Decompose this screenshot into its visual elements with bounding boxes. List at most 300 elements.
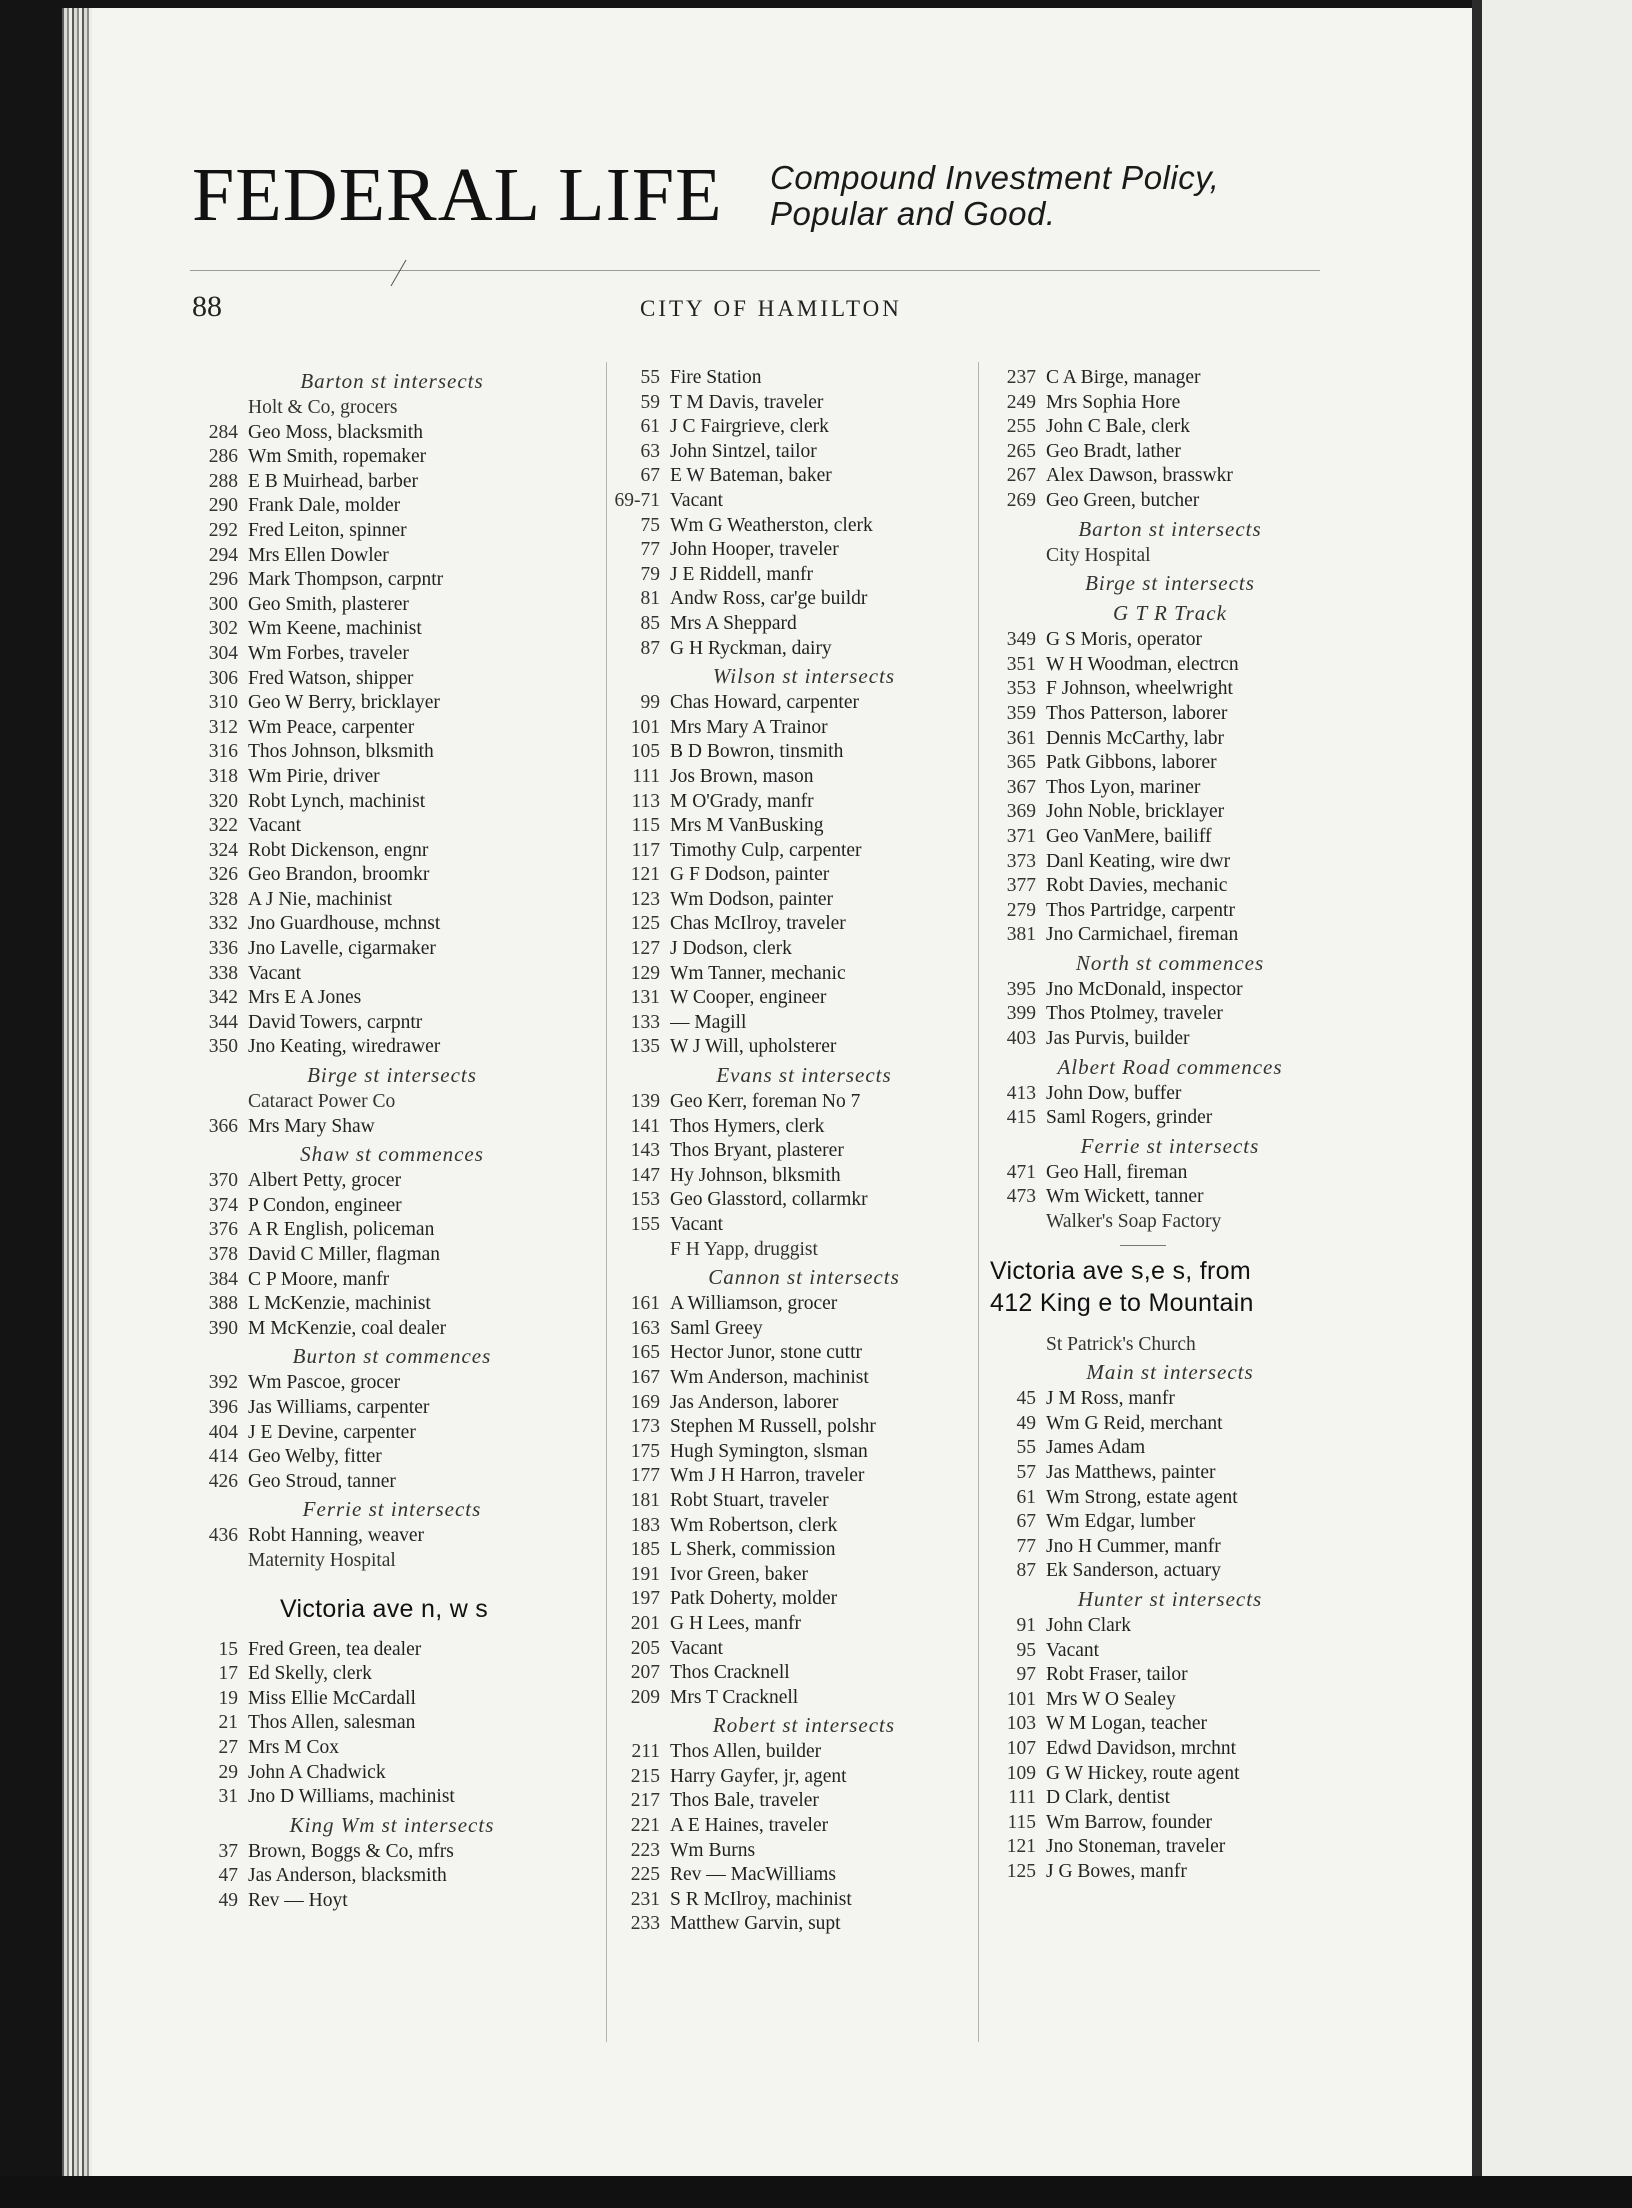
- resident-name: F Johnson, wheelwright: [1046, 678, 1233, 700]
- house-number: 403: [1006, 1028, 1036, 1050]
- directory-entry: [990, 1737, 1350, 1762]
- resident-name: A Williamson, grocer: [670, 1293, 838, 1315]
- listing-block: [192, 366, 592, 1574]
- resident-name: Albert Petty, grocer: [248, 1170, 402, 1192]
- resident-name: Thos Cracknell: [670, 1662, 790, 1684]
- house-number: 223: [630, 1839, 660, 1861]
- listing-block: [192, 1638, 592, 1914]
- resident-name: T M Davis, traveler: [670, 391, 824, 413]
- resident-name: Vacant: [670, 489, 724, 511]
- directory-entry: [614, 612, 994, 637]
- directory-entry: [614, 1489, 994, 1514]
- house-number: 286: [208, 446, 238, 468]
- directory-entry: [614, 1139, 994, 1164]
- directory-entry: [192, 1421, 592, 1446]
- resident-name: Vacant: [248, 962, 302, 984]
- directory-entry: [614, 563, 994, 588]
- resident-name: Jos Brown, mason: [670, 765, 814, 787]
- directory-entry: [192, 1396, 592, 1421]
- resident-name: Jno Carmichael, fireman: [1046, 924, 1239, 946]
- house-number: 221: [630, 1815, 660, 1837]
- house-number: 370: [208, 1170, 238, 1192]
- resident-name: Ek Sanderson, actuary: [1046, 1560, 1221, 1582]
- resident-name: Matthew Garvin, supt: [670, 1913, 841, 1935]
- directory-entry: [614, 1765, 994, 1790]
- resident-name: Jno McDonald, inspector: [1046, 978, 1243, 1000]
- directory-entry: [614, 765, 994, 790]
- resident-name: Rev — Hoyt: [248, 1889, 348, 1911]
- house-number: 177: [630, 1465, 660, 1487]
- house-number: 361: [1006, 727, 1036, 749]
- directory-entry: [614, 1440, 994, 1465]
- cross-street-label: Main st intersects: [1086, 1360, 1254, 1385]
- house-number: 131: [630, 987, 660, 1009]
- resident-name: W J Will, upholsterer: [670, 1036, 837, 1058]
- resident-name: Wm Dodson, painter: [670, 888, 834, 910]
- resident-name: Fred Green, tea dealer: [248, 1638, 422, 1660]
- directory-entry: [614, 962, 994, 987]
- directory-entry: [192, 1638, 592, 1663]
- directory-entry: [614, 1789, 994, 1814]
- directory-entry: [192, 1035, 592, 1060]
- directory-entry: [614, 1011, 994, 1036]
- resident-name: John Hooper, traveler: [670, 539, 839, 561]
- resident-name: Wm Strong, estate agent: [1046, 1486, 1238, 1508]
- house-number: 374: [208, 1194, 238, 1216]
- page-number: 88: [192, 290, 222, 323]
- house-number: 359: [1006, 702, 1036, 724]
- resident-name: Mrs M Cox: [248, 1736, 340, 1758]
- cross-street-label: G T R Track: [1113, 601, 1227, 626]
- directory-entry: [614, 1839, 994, 1864]
- directory-entry: [990, 1161, 1350, 1186]
- house-number: 292: [208, 519, 238, 541]
- resident-name: Wm Smith, ropemaker: [248, 446, 427, 468]
- house-number: 57: [1016, 1462, 1036, 1483]
- directory-entry: [614, 716, 994, 741]
- directory-entry: [614, 1391, 994, 1416]
- resident-name: John Noble, bricklayer: [1046, 801, 1225, 823]
- resident-name: Fire Station: [670, 367, 762, 388]
- directory-entry: [192, 1736, 592, 1761]
- directory-entry: [614, 1115, 994, 1140]
- directory-entry: [614, 391, 994, 416]
- directory-entry: [614, 1912, 994, 1937]
- resident-name: Jno Lavelle, cigarmaker: [248, 938, 436, 960]
- resident-name: Thos Johnson, blksmith: [248, 741, 434, 763]
- house-number: 294: [208, 544, 238, 566]
- directory-entry: [614, 691, 994, 716]
- house-number: 15: [218, 1638, 238, 1660]
- directory-entry: [990, 1185, 1350, 1210]
- house-number: 79: [640, 563, 660, 585]
- house-number: 55: [640, 367, 660, 388]
- house-number: 95: [1016, 1639, 1036, 1661]
- slogan-line-1: Compound Investment Policy,: [770, 159, 1220, 196]
- resident-name: Saml Greey: [670, 1317, 763, 1339]
- house-number: 302: [208, 618, 238, 640]
- column-1: [192, 366, 592, 1913]
- directory-entry: [614, 912, 994, 937]
- house-number: 209: [630, 1686, 660, 1708]
- directory-entry: [614, 1415, 994, 1440]
- house-number: 312: [208, 716, 238, 738]
- resident-name: — Magill: [670, 1011, 747, 1033]
- resident-name: Chas Howard, carpenter: [670, 692, 859, 714]
- directory-entry: [614, 888, 994, 913]
- resident-name: Thos Patterson, laborer: [1046, 702, 1228, 724]
- directory-entry: [990, 1412, 1350, 1437]
- resident-name: Wm Pirie, driver: [248, 765, 380, 787]
- house-number: 49: [218, 1889, 238, 1911]
- house-number: 183: [630, 1514, 660, 1536]
- house-number: 47: [218, 1865, 238, 1887]
- resident-name: John A Chadwick: [248, 1761, 386, 1783]
- house-number: 19: [218, 1687, 238, 1709]
- cross-street-label: Shaw st commences: [300, 1142, 484, 1167]
- resident-name: Wm J H Harron, traveler: [670, 1465, 865, 1487]
- resident-name: Hector Junor, stone cuttr: [670, 1342, 863, 1364]
- directory-entry: [990, 1786, 1350, 1811]
- resident-name: James Adam: [1046, 1437, 1146, 1459]
- directory-entry: [990, 489, 1350, 514]
- cross-street-label: Wilson st intersects: [712, 664, 896, 689]
- directory-entry: [990, 1082, 1350, 1107]
- directory-entry: [614, 514, 994, 539]
- house-number: 125: [630, 913, 660, 935]
- resident-name: Fred Watson, shipper: [248, 667, 414, 689]
- house-number: 63: [640, 440, 660, 462]
- book-spine: [62, 8, 92, 2176]
- slogan: [770, 160, 1219, 232]
- resident-name: W H Woodman, electrcn: [1046, 653, 1239, 675]
- house-number: 365: [1006, 752, 1036, 774]
- house-number: 117: [631, 839, 660, 861]
- house-number: 67: [1016, 1511, 1036, 1533]
- resident-name: A J Nie, machinist: [248, 888, 393, 910]
- house-number: 103: [1006, 1713, 1036, 1735]
- house-number: 269: [1006, 489, 1036, 511]
- resident-name: G S Moris, operator: [1046, 629, 1202, 651]
- house-number: 197: [630, 1588, 660, 1610]
- house-number: 147: [630, 1164, 660, 1186]
- resident-name: Rev — MacWilliams: [670, 1864, 837, 1886]
- slogan-line-2: Popular and Good.: [770, 195, 1056, 232]
- resident-name: D Clark, dentist: [1046, 1787, 1171, 1809]
- directory-entry: [614, 814, 994, 839]
- directory-entry: [192, 1115, 592, 1140]
- house-number: 353: [1006, 678, 1036, 700]
- house-number: 97: [1016, 1664, 1036, 1686]
- resident-name: C P Moore, manfr: [248, 1268, 390, 1290]
- house-number: 175: [630, 1440, 660, 1462]
- cross-street-label: Ferrie st intersects: [1080, 1133, 1260, 1158]
- directory-entry: [192, 962, 592, 987]
- resident-name: Vacant: [670, 1637, 724, 1659]
- resident-name: Robt Hanning, weaver: [248, 1525, 424, 1547]
- resident-name: Hugh Symington, slsman: [670, 1440, 868, 1462]
- directory-entry: [990, 1002, 1350, 1027]
- directory-entry: [614, 1661, 994, 1686]
- directory-entry: [990, 923, 1350, 948]
- directory-entry: [614, 863, 994, 888]
- resident-name: Mrs W O Sealey: [1046, 1688, 1176, 1710]
- directory-entry: [614, 415, 994, 440]
- directory-entry: [990, 1486, 1350, 1511]
- directory-entry: [614, 1563, 994, 1588]
- house-number: 231: [630, 1888, 660, 1910]
- resident-name: Jas Anderson, blacksmith: [248, 1865, 447, 1887]
- house-number: 414: [208, 1446, 238, 1468]
- house-number: 135: [630, 1036, 660, 1058]
- directory-entry: [192, 593, 592, 618]
- directory-entry: [990, 825, 1350, 850]
- house-number: 367: [1006, 776, 1036, 798]
- directory-entry: [990, 1762, 1350, 1787]
- house-number: 267: [1006, 465, 1036, 487]
- house-number: 279: [1006, 899, 1036, 921]
- house-number: 388: [208, 1293, 238, 1315]
- resident-name: B D Bowron, tinsmith: [670, 741, 844, 763]
- directory-entry: [614, 986, 994, 1011]
- resident-name: John Clark: [1046, 1614, 1132, 1636]
- house-number: 169: [630, 1391, 660, 1413]
- directory-entry: [614, 587, 994, 612]
- house-number: 163: [630, 1317, 660, 1339]
- directory-entry: [192, 544, 592, 569]
- directory-entry: [614, 1612, 994, 1637]
- directory-entry: [192, 1889, 592, 1914]
- house-number: 332: [208, 913, 238, 935]
- directory-entry: [192, 1864, 592, 1889]
- house-number: 304: [208, 642, 238, 664]
- cross-street-label: Ferrie st intersects: [302, 1497, 482, 1522]
- house-number: 473: [1006, 1186, 1036, 1208]
- house-number: 404: [208, 1421, 238, 1443]
- street-heading-line-2: 412 King e to Mountain: [990, 1288, 1254, 1317]
- house-number: 381: [1006, 924, 1036, 946]
- house-number: 113: [631, 790, 660, 812]
- resident-name: Thos Ptolmey, traveler: [1046, 1003, 1223, 1025]
- listing-block: [614, 366, 994, 1937]
- house-number: 115: [631, 815, 660, 837]
- resident-name: W Cooper, engineer: [670, 987, 827, 1009]
- resident-name: Jas Purvis, builder: [1046, 1028, 1190, 1050]
- house-number: 207: [630, 1662, 660, 1684]
- cross-street-label: Hunter st intersects: [1077, 1586, 1263, 1611]
- resident-name: A R English, policeman: [248, 1219, 435, 1241]
- resident-name: Frank Dale, molder: [248, 495, 401, 517]
- resident-name: Jno Stoneman, traveler: [1046, 1836, 1226, 1858]
- directory-entry: [614, 937, 994, 962]
- house-number: 399: [1006, 1003, 1036, 1025]
- house-number: 61: [1016, 1486, 1036, 1508]
- directory-entry: [614, 1587, 994, 1612]
- directory-entry: [192, 1785, 592, 1810]
- directory-entry: [614, 1814, 994, 1839]
- directory-entry: [990, 800, 1350, 825]
- directory-entry: [990, 1663, 1350, 1688]
- directory-entry: [990, 1835, 1350, 1860]
- resident-name: Saml Rogers, grinder: [1046, 1107, 1213, 1129]
- directory-entry: [192, 691, 592, 716]
- resident-name: Chas McIlroy, traveler: [670, 913, 846, 935]
- house-number: 288: [208, 470, 238, 492]
- house-number: 61: [640, 416, 660, 438]
- street-heading: [990, 1255, 1350, 1319]
- house-number: 121: [1006, 1836, 1036, 1858]
- house-number: 336: [208, 938, 238, 960]
- house-number: 87: [1016, 1560, 1036, 1582]
- resident-name: L Sherk, commission: [670, 1539, 836, 1561]
- cross-street-label: Birge st intersects: [1085, 571, 1255, 596]
- directory-entry: [614, 839, 994, 864]
- directory-entry: [192, 716, 592, 741]
- house-number: 31: [218, 1786, 238, 1808]
- house-number: 181: [630, 1489, 660, 1511]
- resident-name: G H Lees, manfr: [670, 1612, 802, 1634]
- house-number: 324: [208, 839, 238, 861]
- directory-entry: [614, 1863, 994, 1888]
- directory-entry: [192, 1194, 592, 1219]
- resident-name: John Sintzel, tailor: [670, 440, 817, 462]
- cross-street-label: Robert st intersects: [712, 1713, 896, 1738]
- resident-name: Brown, Boggs & Co, mfrs: [248, 1840, 454, 1862]
- house-number: 316: [208, 741, 238, 763]
- directory-entry: [192, 1711, 592, 1736]
- directory-entry: [192, 568, 592, 593]
- house-number: 55: [1016, 1437, 1036, 1459]
- house-number: 296: [208, 569, 238, 591]
- house-number: 320: [208, 790, 238, 812]
- directory-entry: [614, 464, 994, 489]
- directory-entry: [990, 1639, 1350, 1664]
- cross-street-label: Cannon st intersects: [708, 1265, 900, 1290]
- house-number: 167: [630, 1366, 660, 1388]
- directory-entry: [192, 1445, 592, 1470]
- resident-name: Wm Tanner, mechanic: [670, 962, 846, 984]
- house-number: 215: [630, 1765, 660, 1787]
- house-number: 29: [218, 1761, 238, 1783]
- directory-entry: [990, 850, 1350, 875]
- resident-name: A E Haines, traveler: [670, 1815, 829, 1837]
- directory-entry: [614, 538, 994, 563]
- house-number: 396: [208, 1396, 238, 1418]
- directory-entry: [990, 1614, 1350, 1639]
- resident-name: J E Devine, carpenter: [248, 1421, 416, 1443]
- resident-name: Thos Bryant, plasterer: [670, 1140, 844, 1162]
- resident-name: Vacant: [1046, 1639, 1100, 1661]
- directory-entry: [192, 421, 592, 446]
- resident-name: J C Fairgrieve, clerk: [670, 416, 829, 438]
- landmark-entry: Holt & Co, grocers: [248, 397, 398, 418]
- house-number: 225: [630, 1864, 660, 1886]
- resident-name: Mrs A Sheppard: [670, 612, 797, 634]
- house-number: 17: [218, 1663, 238, 1685]
- cross-street-label: Burton st commences: [292, 1344, 492, 1369]
- directory-entry: [192, 912, 592, 937]
- house-number: 265: [1006, 440, 1036, 462]
- directory-entry: [990, 1461, 1350, 1486]
- directory-entry: [192, 642, 592, 667]
- directory-entry: [192, 839, 592, 864]
- resident-name: Thos Partridge, carpentr: [1046, 899, 1235, 921]
- house-number: 290: [208, 495, 238, 517]
- house-number: 125: [1006, 1860, 1036, 1882]
- house-number: 165: [630, 1342, 660, 1364]
- landmark-entry: St Patrick's Church: [1046, 1333, 1196, 1355]
- directory-entry: [990, 1712, 1350, 1737]
- directory-entry: [192, 790, 592, 815]
- facing-page-edge: [1472, 0, 1632, 2208]
- directory-entry: [192, 937, 592, 962]
- directory-entry: [990, 628, 1350, 653]
- directory-entry: [990, 1510, 1350, 1535]
- directory-entry: [990, 653, 1350, 678]
- resident-name: Wm G Weatherston, clerk: [670, 514, 873, 536]
- house-number: 371: [1006, 825, 1036, 847]
- directory-entry: [614, 1740, 994, 1765]
- house-number: 426: [208, 1470, 238, 1492]
- resident-name: E B Muirhead, barber: [248, 470, 419, 492]
- directory-entry: [192, 888, 592, 913]
- house-number: 77: [640, 539, 660, 561]
- directory-entry: [990, 1027, 1350, 1052]
- resident-name: J G Bowes, manfr: [1046, 1860, 1187, 1882]
- directory-entry: [192, 494, 592, 519]
- column-3: [990, 366, 1350, 1885]
- resident-name: Geo Bradt, lather: [1046, 440, 1181, 462]
- resident-name: Mrs Ellen Dowler: [248, 544, 389, 566]
- resident-name: Mrs E A Jones: [248, 987, 362, 1009]
- resident-name: L McKenzie, machinist: [248, 1293, 431, 1315]
- resident-name: Wm Anderson, machinist: [670, 1366, 869, 1388]
- house-number: 471: [1006, 1161, 1036, 1183]
- directory-entry: [614, 1341, 994, 1366]
- directory-entry: [614, 1035, 994, 1060]
- house-number: 49: [1016, 1412, 1036, 1434]
- house-number: 395: [1006, 978, 1036, 1000]
- scan-border: [0, 2176, 1632, 2208]
- resident-name: Jno D Williams, machinist: [248, 1786, 455, 1808]
- resident-name: S R McIlroy, machinist: [670, 1888, 852, 1910]
- cross-street-label: North st commences: [1075, 950, 1265, 975]
- house-number: 255: [1006, 416, 1036, 438]
- house-number: 211: [631, 1741, 660, 1763]
- resident-name: Thos Allen, builder: [670, 1741, 822, 1763]
- directory-entry: [192, 445, 592, 470]
- house-number: 107: [1006, 1737, 1036, 1759]
- directory-entry: [192, 1011, 592, 1036]
- directory-entry: [990, 415, 1350, 440]
- directory-entry: [614, 1637, 994, 1662]
- resident-name: Wm Keene, machinist: [248, 618, 422, 640]
- directory-entry: [192, 1317, 592, 1342]
- directory-entry: [990, 1860, 1350, 1885]
- house-number: 284: [208, 421, 238, 443]
- house-number: 322: [208, 815, 238, 837]
- house-number: 123: [630, 888, 660, 910]
- resident-name: Wm Peace, carpenter: [248, 716, 415, 738]
- directory-entry: [192, 1169, 592, 1194]
- house-number: 326: [208, 864, 238, 886]
- resident-name: Mrs M VanBusking: [670, 815, 824, 837]
- resident-name: Wm Forbes, traveler: [248, 642, 409, 664]
- directory-entry: [614, 790, 994, 815]
- cross-street-label: Evans st intersects: [716, 1063, 892, 1088]
- resident-name: John C Bale, clerk: [1046, 416, 1191, 438]
- directory-entry: [192, 1292, 592, 1317]
